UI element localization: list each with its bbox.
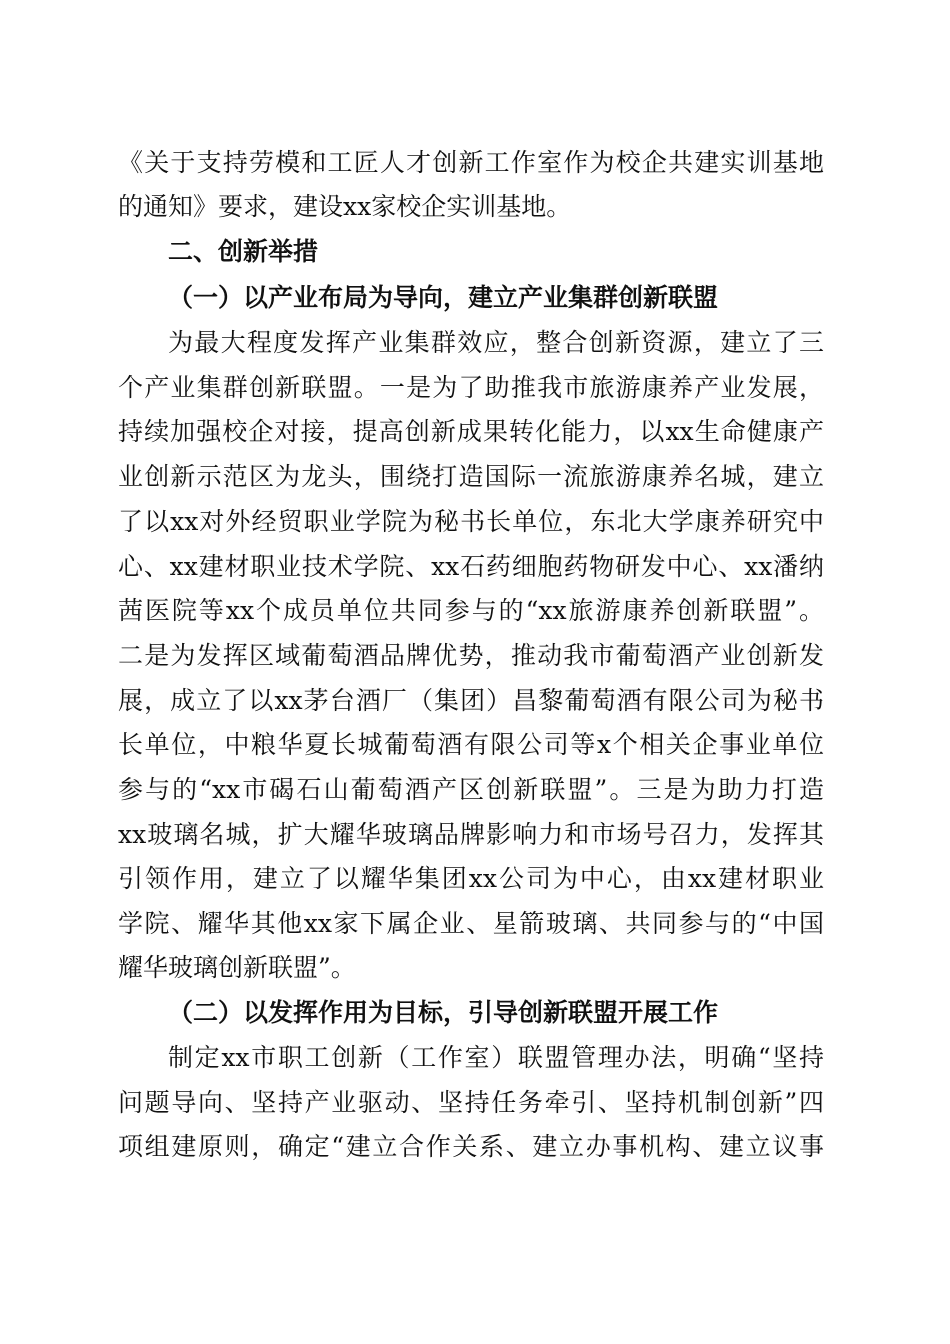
subsection-heading: （一）以产业布局为导向，建立产业集群创新联盟 xyxy=(168,283,719,312)
paragraph-line: 茜医院等xx个成员单位共同参与的“xx旅游康养创新联盟”。 xyxy=(118,596,824,625)
paragraph-line: 耀华玻璃创新联盟”。 xyxy=(118,953,356,982)
paragraph-line: 个产业集群创新联盟。一是为了助推我市旅游康养产业发展， xyxy=(118,373,824,402)
paragraph-line: 展，成立了以xx茅台酒厂（集团）昌黎葡萄酒有限公司为秘书 xyxy=(118,686,824,715)
paragraph-line: 长单位，中粮华夏长城葡萄酒有限公司等x个相关企事业单位 xyxy=(118,730,824,759)
section-heading: 二、创新举措 xyxy=(168,237,319,266)
paragraph-line: 学院、耀华其他xx家下属企业、星箭玻璃、共同参与的“中国 xyxy=(118,909,824,938)
paragraph-line: 二是为发挥区域葡萄酒品牌优势，推动我市葡萄酒产业创新发 xyxy=(118,641,824,670)
paragraph-line: 为最大程度发挥产业集群效应，整合创新资源，建立了三 xyxy=(168,328,824,357)
paragraph-line: 参与的“xx市碣石山葡萄酒产区创新联盟”。三是为助力打造 xyxy=(118,775,824,804)
paragraph-line: xx玻璃名城，扩大耀华玻璃品牌影响力和市场号召力，发挥其 xyxy=(118,820,824,849)
paragraph-line: 持续加强校企对接，提高创新成果转化能力，以xx生命健康产 xyxy=(118,417,824,446)
paragraph-line: 了以xx对外经贸职业学院为秘书长单位，东北大学康养研究中 xyxy=(118,507,824,536)
paragraph-line: 项组建原则，确定“建立合作关系、建立办事机构、建立议事 xyxy=(118,1132,824,1161)
paragraph-line: 《关于支持劳模和工匠人才创新工作室作为校企共建实训基地 xyxy=(118,148,824,177)
paragraph-line: 引领作用，建立了以耀华集团xx公司为中心，由xx建材职业 xyxy=(118,864,824,893)
paragraph-line: 制定xx市职工创新（工作室）联盟管理办法，明确“坚持 xyxy=(168,1043,824,1072)
paragraph-line: 业创新示范区为龙头，围绕打造国际一流旅游康养名城，建立 xyxy=(118,462,824,491)
paragraph-line: 问题导向、坚持产业驱动、坚持任务牵引、坚持机制创新”四 xyxy=(118,1088,824,1117)
paragraph-line: 的通知》要求，建设xx家校企实训基地。 xyxy=(118,192,572,221)
paragraph-line: 心、xx建材职业技术学院、xx石药细胞药物研发中心、xx潘纳 xyxy=(118,552,824,581)
subsection-heading: （二）以发挥作用为目标，引导创新联盟开展工作 xyxy=(168,998,719,1027)
